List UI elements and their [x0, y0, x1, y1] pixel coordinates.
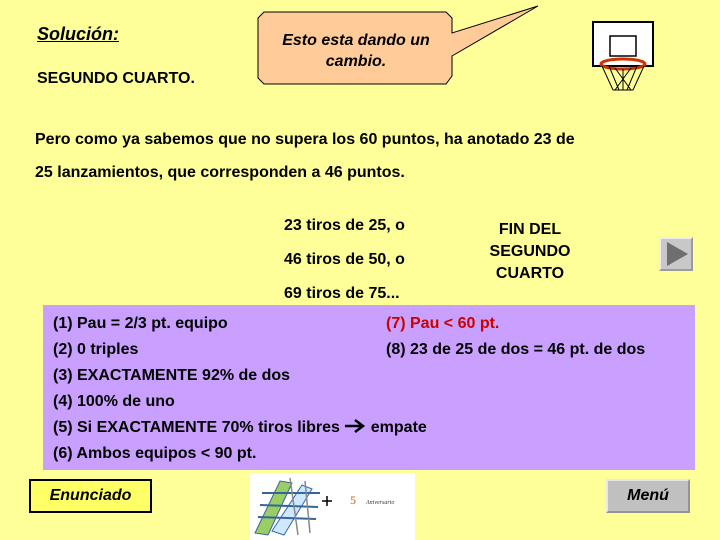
clue-4: (4) 100% de uno	[53, 393, 175, 410]
clue-7: (7) Pau < 60 pt.	[386, 315, 500, 332]
logo-text: Aniversario	[366, 500, 395, 506]
clue-8: (8) 23 de 25 de dos = 46 pt. de dos	[386, 341, 646, 358]
shots-ratio: 69 tiros de 75...	[284, 285, 400, 302]
logo-number: 5	[350, 493, 356, 507]
end-of-quarter-line: CUARTO	[495, 265, 565, 282]
speech-bubble-line: Esto esta dando un	[282, 32, 430, 49]
speech-bubble-line: cambio.	[325, 53, 387, 70]
next-button[interactable]	[659, 237, 693, 271]
clue-2: (2) 0 triples	[53, 341, 139, 358]
right-arrow-icon	[344, 419, 366, 433]
shots-ratio: 46 tiros de 50, o	[284, 251, 405, 268]
clue-5	[53, 419, 427, 437]
clue-3: (3) EXACTAMENTE 92% de dos	[53, 367, 291, 384]
explanation-line: Pero como ya sabemos que no supera los 60 puntos, ha anotado 23 de	[35, 131, 575, 148]
basketball-hoop-icon	[585, 18, 665, 93]
quarter-label: SEGUNDO CUARTO.	[37, 70, 195, 87]
clue-5-result: empate	[370, 419, 427, 436]
anniversary-logo	[250, 473, 415, 540]
enunciado-button[interactable]: Enunciado	[29, 479, 152, 513]
menu-button[interactable]: Menú	[606, 479, 690, 513]
clues-panel	[43, 305, 695, 470]
end-of-quarter-line: SEGUNDO	[489, 243, 571, 260]
clue-1: (1) Pau = 2/3 pt. equipo	[53, 315, 228, 332]
explanation-line: 25 lanzamientos, que corresponden a 46 puntos.	[35, 164, 405, 181]
clue-5-text: (5) Si EXACTAMENTE 70% tiros libres	[53, 419, 340, 436]
speech-bubble-text	[265, 30, 447, 72]
shots-ratio: 23 tiros de 25, o	[284, 217, 405, 234]
clue-6: (6) Ambos equipos < 90 pt.	[53, 445, 257, 462]
end-of-quarter-line: FIN DEL	[498, 221, 562, 238]
end-of-quarter-label	[470, 219, 590, 285]
play-triangle-icon	[661, 239, 691, 269]
page-title: Solución:	[37, 24, 119, 44]
anniversary-logo-image	[250, 473, 415, 540]
